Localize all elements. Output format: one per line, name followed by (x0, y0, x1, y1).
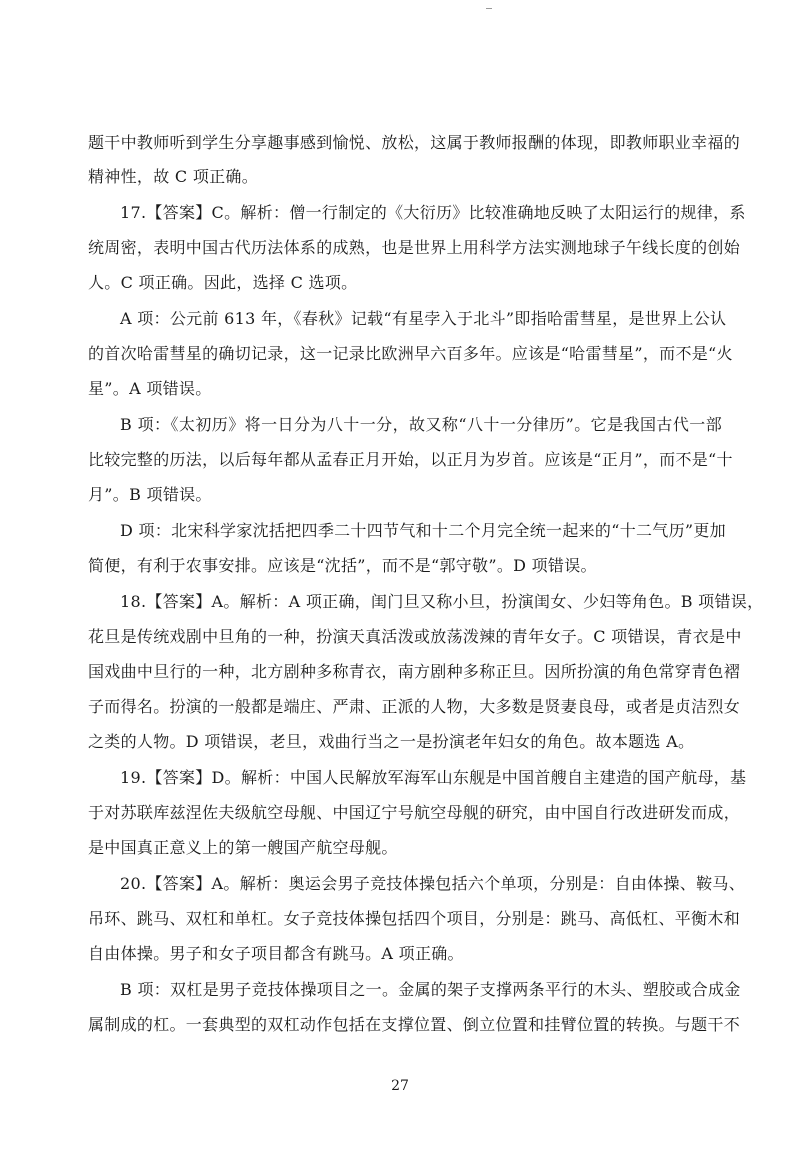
scan-mark (486, 8, 492, 9)
text-line: 星”。A 项错误。 (88, 379, 212, 398)
text-line: 19.【答案】D。解析：中国人民解放军海军山东舰是中国首艘自主建造的国产航母，基 (120, 768, 747, 787)
text-line: 属制成的杠。一套典型的双杠动作包括在支撑位置、倒立位置和挂臂位置的转换。与题干不 (88, 1015, 741, 1034)
text-line: 人。C 项正确。因此，选择 C 选项。 (88, 273, 358, 292)
text-line: B 项：双杠是男子竞技体操项目之一。金属的架子支撑两条平行的木头、塑胶或合成金 (120, 980, 741, 999)
text-line: 子而得名。扮演的一般都是端庄、严肃、正派的人物，大多数是贤妻良母，或者是贞洁烈女 (88, 697, 741, 716)
text-line: 比较完整的历法，以后每年都从孟春正月开始，以正月为岁首。应该是“正月”，而不是“十 (88, 450, 733, 469)
text-line: 的首次哈雷彗星的确切记录，这一记录比欧洲早六百多年。应该是“哈雷彗星”，而不是“火 (88, 344, 733, 363)
text-line: 之类的人物。D 项错误，老旦，戏曲行当之一是扮演老年妇女的角色。故本题选 A。 (88, 732, 695, 751)
text-line: 统周密，表明中国古代历法体系的成熟，也是世界上用科学方法实测地球子午线长度的创始 (88, 238, 741, 257)
text-line: 题干中教师听到学生分享趣事感到愉悦、放松，这属于教师报酬的体现，即教师职业幸福的 (88, 133, 741, 152)
text-line: D 项：北宋科学家沈括把四季二十四节气和十二个月完全统一起来的“十二气历”更加 (120, 521, 726, 540)
text-line: 国戏曲中旦行的一种，北方剧种多称青衣，南方剧种多称正旦。因所扮演的角色常穿青色褶 (88, 662, 741, 681)
text-line: A 项：公元前 613 年，《春秋》记载“有星孛入于北斗”即指哈雷彗星，是世界上公认 (120, 309, 727, 328)
text-line: 花旦是传统戏剧中旦角的一种，扮演天真活泼或放荡泼辣的青年女子。C 项错误，青衣是中 (88, 627, 742, 646)
text-line: 是中国真正意义上的第一艘国产航空母舰。 (88, 838, 398, 857)
text-line: B 项：《太初历》将一日分为八十一分，故又称“八十一分律历”。它是我国古代一部 (120, 415, 722, 434)
text-line: 简便，有利于农事安排。应该是“沈括”，而不是“郭守敬”。D 项错误。 (88, 556, 597, 575)
text-line: 18.【答案】A。解析：A 项正确，闺门旦又称小旦，扮演闺女、少妇等角色。B 项错误， (120, 592, 764, 611)
text-line: 吊环、跳马、双杠和单杠。女子竞技体操包括四个项目，分别是：跳马、高低杠、平衡木和 (88, 909, 741, 928)
text-line: 于对苏联库兹涅佐夫级航空母舰、中国辽宁号航空母舰的研究，由中国自行改进研发而成， (88, 803, 741, 822)
text-line: 自由体操。男子和女子项目都含有跳马。A 项正确。 (88, 944, 464, 963)
page-number: 27 (391, 1078, 409, 1094)
text-line: 17.【答案】C。解析：僧一行制定的《大衍历》比较准确地反映了太阳运行的规律，系 (120, 203, 746, 222)
text-line: 20.【答案】A。解析：奥运会男子竞技体操包括六个单项，分别是：自由体操、鞍马、 (120, 874, 746, 893)
text-line: 月”。B 项错误。 (88, 485, 212, 504)
text-line: 精神性，故 C 项正确。 (88, 167, 259, 186)
